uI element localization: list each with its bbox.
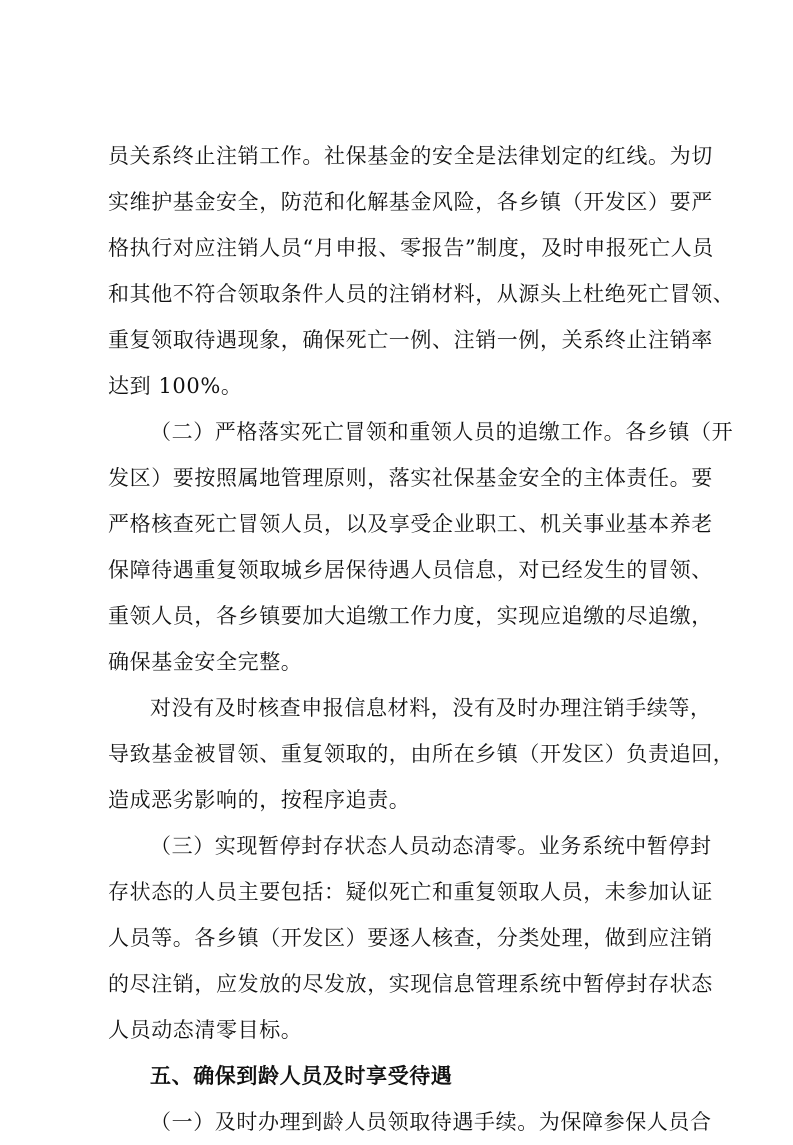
body-text bbox=[108, 133, 735, 1145]
text-line: 对没有及时核查申报信息材料，没有及时办理注销手续等， bbox=[150, 696, 712, 720]
text-line: 确保基金安全完整。 bbox=[108, 650, 303, 674]
text-line: 员关系终止注销工作。社保基金的安全是法律划定的红线。为切 bbox=[108, 144, 713, 168]
text-line: 严格核查死亡冒领人员，以及享受企业职工、机关事业基本养老 bbox=[108, 512, 713, 536]
text-line: 造成恶劣影响的，按程序追责。 bbox=[108, 788, 411, 812]
text-line: 实维护基金安全，防范和化解基金风险，各乡镇（开发区）要严 bbox=[108, 190, 713, 214]
text-line: 重复领取待遇现象，确保死亡一例、注销一例，关系终止注销率 bbox=[108, 328, 713, 352]
text-line: （二）严格落实死亡冒领和重领人员的追缴工作。各乡镇（开 bbox=[150, 420, 734, 444]
text-line: 格执行对应注销人员“月申报、零报告”制度，及时申报死亡人员 bbox=[108, 236, 714, 260]
text-line: 保障待遇重复领取城乡居保待遇人员信息，对已经发生的冒领、 bbox=[108, 558, 713, 582]
text-line: 重领人员，各乡镇要加大追缴工作力度，实现应追缴的尽追缴， bbox=[108, 604, 713, 628]
text-line: （一）及时办理到龄人员领取待遇手续。为保障参保人员合 bbox=[150, 1110, 712, 1134]
text-line: 和其他不符合领取条件人员的注销材料，从源头上杜绝死亡冒领、 bbox=[108, 282, 735, 306]
text-line: （三）实现暂停封存状态人员动态清零。业务系统中暂停封 bbox=[150, 834, 712, 858]
text-line: 存状态的人员主要包括：疑似死亡和重复领取人员，未参加认证 bbox=[108, 880, 713, 904]
text-line: 的尽注销，应发放的尽发放，实现信息管理系统中暂停封存状态 bbox=[108, 972, 713, 996]
text-line: 达到 100%。 bbox=[108, 374, 243, 398]
text-line: 发区）要按照属地管理原则，落实社保基金安全的主体责任。要 bbox=[108, 466, 713, 490]
text-line: 人员动态清零目标。 bbox=[108, 1018, 303, 1042]
text-line: 人员等。各乡镇（开发区）要逐人核查，分类处理，做到应注销 bbox=[108, 926, 713, 950]
text-line: 导致基金被冒领、重复领取的，由所在乡镇（开发区）负责追回， bbox=[108, 742, 735, 766]
section-heading: 五、确保到龄人员及时享受待遇 bbox=[150, 1063, 453, 1088]
